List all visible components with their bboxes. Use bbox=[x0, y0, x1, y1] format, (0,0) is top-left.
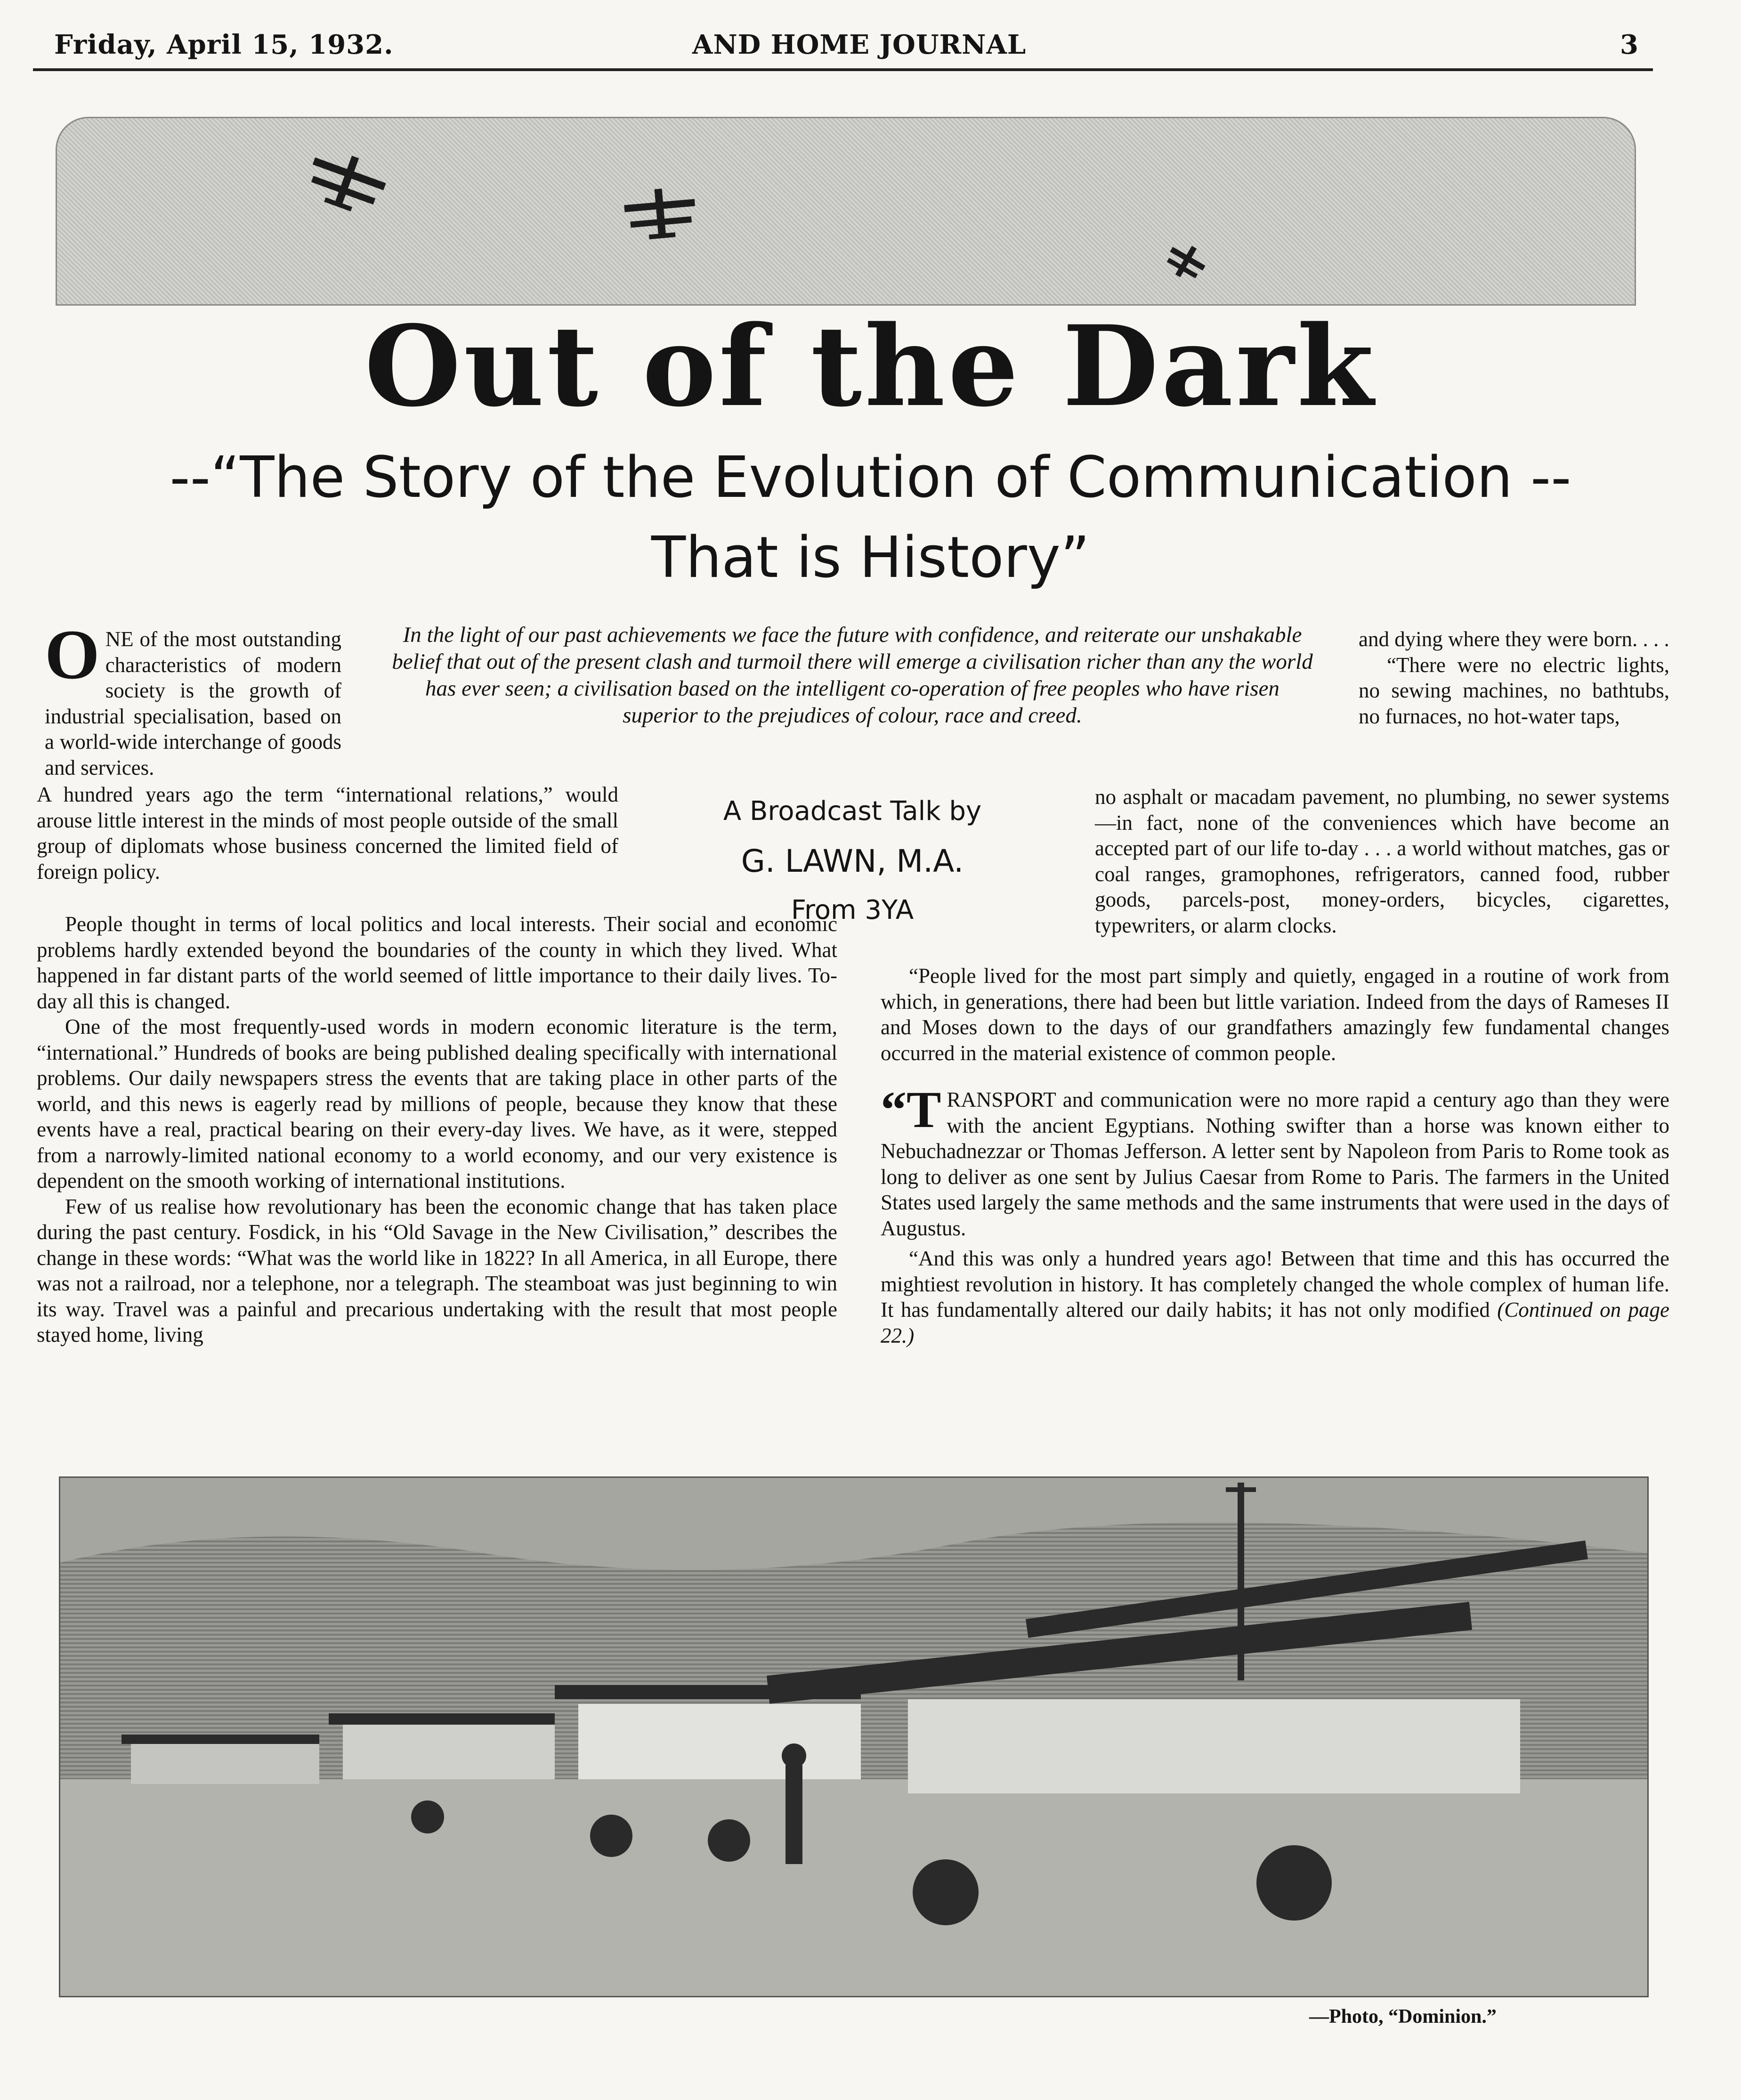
left-column-body bbox=[37, 911, 837, 1348]
right-para4: RANSPORT and communication were no more rapid a century ago than they were with the ancient Egyptians. Nothing swifter than a horse was known either to Nebuchadnezzar or Thomas Jefferson. A letter sent by Napoleon from Paris to Rome took as long to deliver as one sent by Julius Caesar from Rome to Paris. The farmers in the United States used largely the same methods and the same instruments that were used in the days of Augustus. bbox=[881, 1088, 1669, 1240]
header-rule bbox=[33, 68, 1653, 71]
right-para5-block bbox=[881, 1246, 1669, 1348]
left-para1-a: NE of the most outstanding characteristics of modern society is the growth of industrial specialisation, based on a world-wide interchange of goods and services. bbox=[45, 627, 341, 779]
article-subtitle-line1: --“The Story of the Evolution of Communication -- bbox=[170, 445, 1571, 511]
left-opening bbox=[45, 616, 341, 780]
intro-italic: In the light of our past achievements we face the future with confidence, and reiterate our unshakable belief that out of the present clash and turmoil there will emerge a civilisation richer than any the world has ever seen; a civilisation based on the intelligent co-operation of free peoples who have risen superior to the prejudices of colour, race and creed. bbox=[392, 623, 1313, 728]
left-para1-b-block bbox=[37, 782, 618, 884]
parked-biplanes-icon bbox=[60, 1478, 1647, 1996]
right-para4-block bbox=[881, 1081, 1669, 1241]
byline-station: From 3YA bbox=[791, 895, 914, 925]
dropcap-t: “T bbox=[881, 1081, 941, 1138]
page-number: 3 bbox=[1620, 29, 1639, 60]
right-para2-b: no asphalt or macadam pavement, no plumbing, no sewer systems—in fact, none of the conveniences which have become an accepted part of our life to-day . . . a world without matches, gas or coal ranges, gramophones, refrigerators, canned food, rubber goods, parcels-post, money-orders, bicycles, cigarettes, typewriters, or alarm clocks. bbox=[1095, 785, 1669, 937]
dropcap-o: O bbox=[45, 616, 100, 694]
right-para2-a: “There were no electric lights, no sewing machines, no bathtubs, no furnaces, no hot-water taps, bbox=[1359, 653, 1669, 728]
article-subtitle-line2: That is History” bbox=[651, 525, 1090, 591]
biplane-icons bbox=[57, 118, 1635, 304]
issue-date: Friday, April 15, 1932. bbox=[54, 29, 394, 60]
left-para1-b: A hundred years ago the term “international relations,” would arouse little interest in the minds of most people outside of the small group of diplomats whose business concerned the limited field of foreign policy. bbox=[37, 783, 618, 884]
byline-label: A Broadcast Talk by bbox=[723, 796, 982, 827]
right-para1: and dying where they were born. . . . bbox=[1359, 627, 1669, 651]
continued-note: (Continued on page 22.) bbox=[881, 1298, 1670, 1347]
right-column-body bbox=[881, 963, 1669, 1348]
left-para3: One of the most frequently-used words in modern economic literature is the term, “international.” Hundreds of books are being published dealing specifically with international problems. Our daily newspapers stress the events that are taking place in other parts of the world, and this news is eagerly read by millions of people, because they know that these events have a real, practical bearing on their every-day lives. We have, as it were, stepped from a narrowly-limited national economy to a world economy, and our very existence is dependent on the smooth working of international institutions. bbox=[37, 1015, 837, 1192]
article-title: Out of the Dark bbox=[364, 301, 1377, 431]
airfield-aircraft-photo bbox=[59, 1476, 1649, 1997]
photo-credit: —Photo, “Dominion.” bbox=[1309, 2006, 1497, 2027]
journal-name: AND HOME JOURNAL bbox=[692, 29, 1027, 60]
right-middle bbox=[1095, 784, 1669, 938]
sky-aircraft-photo bbox=[56, 117, 1636, 306]
right-para3: “People lived for the most part simply and quietly, engaged in a routine of work from which, in generations, there had been but little variation. Indeed from the days of Rameses II and Moses down to the days of our grandfathers amazingly few fundamental changes occurred in the material existence of common people. bbox=[881, 964, 1669, 1065]
left-para4: Few of us realise how revolutionary has been the economic change that has taken place during the past century. Fosdick, in his “Old Savage in the New Civilisation,” describes the change in these words: “What was the world like in 1822? In all America, in all Europe, there was not a railroad, nor a telephone, nor a telegraph. The steamboat was just beginning to win its way. Travel was a painful and precarious undertaking with the result that most people stayed home, living bbox=[37, 1194, 837, 1346]
byline-author: G. LAWN, M.A. bbox=[741, 843, 964, 879]
right-opening bbox=[1359, 626, 1669, 729]
left-para2: People thought in terms of local politics and local interests. Their social and economic problems hardly extended beyond the boundaries of the county in which they lived. What happened in far distant parts of the world seemed of little importance to their daily lives. To-day all this is changed. bbox=[37, 912, 837, 1013]
right-para5: “And this was only a hundred years ago! Between that time and this has occurred the mightiest revolution in history. It has completely changed the whole complex of human life. It has fundamentally altered our daily habits; it has not only modified bbox=[881, 1247, 1669, 1322]
